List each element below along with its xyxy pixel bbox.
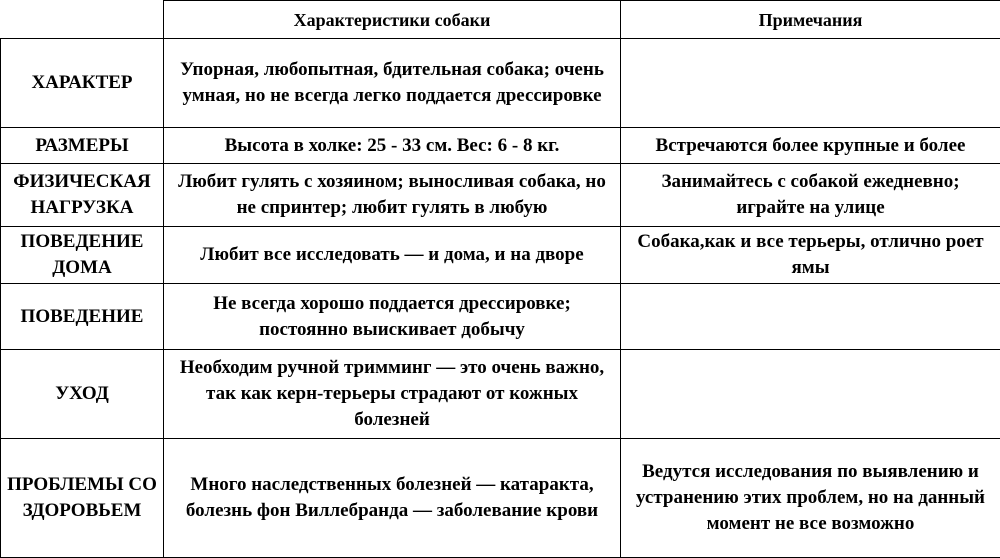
characteristics-cell: Любит гулять с хозяином; выносливая собака, но не спринтер; любит гулять в любую — [164, 164, 621, 227]
characteristics-cell: Много наследственных болезней — катаракта, болезнь фон Виллебранда — заболевание крови — [164, 439, 621, 558]
row-label: ПОВЕДЕНИЕ ДОМА — [1, 227, 164, 284]
characteristics-cell: Упорная, любопытная, бдительная собака; очень умная, но не всегда легко поддается дрессировке — [164, 39, 621, 128]
notes-cell — [621, 284, 1000, 350]
row-label: ФИЗИЧЕСКАЯ НАГРУЗКА — [1, 164, 164, 227]
table-row — [1, 164, 1000, 227]
table-row — [1, 284, 1000, 350]
table-row — [1, 39, 1000, 128]
notes-cell — [621, 350, 1000, 439]
row-label: ПРОБЛЕМЫ СО ЗДОРОВЬЕМ — [1, 439, 164, 558]
header-notes: Примечания — [621, 1, 1000, 39]
table-row — [1, 350, 1000, 439]
row-label: ПОВЕДЕНИЕ — [1, 284, 164, 350]
notes-cell: Занимайтесь с собакой ежедневно; играйте на улице — [621, 164, 1000, 227]
characteristics-cell: Необходим ручной тримминг — это очень важно, так как керн-терьеры страдают от кожных болезней — [164, 350, 621, 439]
table-header-row — [1, 1, 1000, 39]
notes-cell: Собака,как и все терьеры, отлично роет ямы — [621, 227, 1000, 284]
row-label: УХОД — [1, 350, 164, 439]
notes-cell: Ведутся исследования по выявлению и устранению этих проблем, но на данный момент не все возможно — [621, 439, 1000, 558]
characteristics-cell: Любит все исследовать — и дома, и на дворе — [164, 227, 621, 284]
table-row — [1, 439, 1000, 558]
row-label: ХАРАКТЕР — [1, 39, 164, 128]
characteristics-cell: Высота в холке: 25 - 33 см. Вес: 6 - 8 кг. — [164, 128, 621, 164]
table-row — [1, 128, 1000, 164]
header-corner-cell — [1, 1, 164, 39]
header-characteristics: Характеристики собаки — [164, 1, 621, 39]
notes-cell — [621, 39, 1000, 128]
table-row — [1, 227, 1000, 284]
characteristics-cell: Не всегда хорошо поддается дрессировке; постоянно выискивает добычу — [164, 284, 621, 350]
notes-cell: Встречаются более крупные и более — [621, 128, 1000, 164]
row-label: РАЗМЕРЫ — [1, 128, 164, 164]
